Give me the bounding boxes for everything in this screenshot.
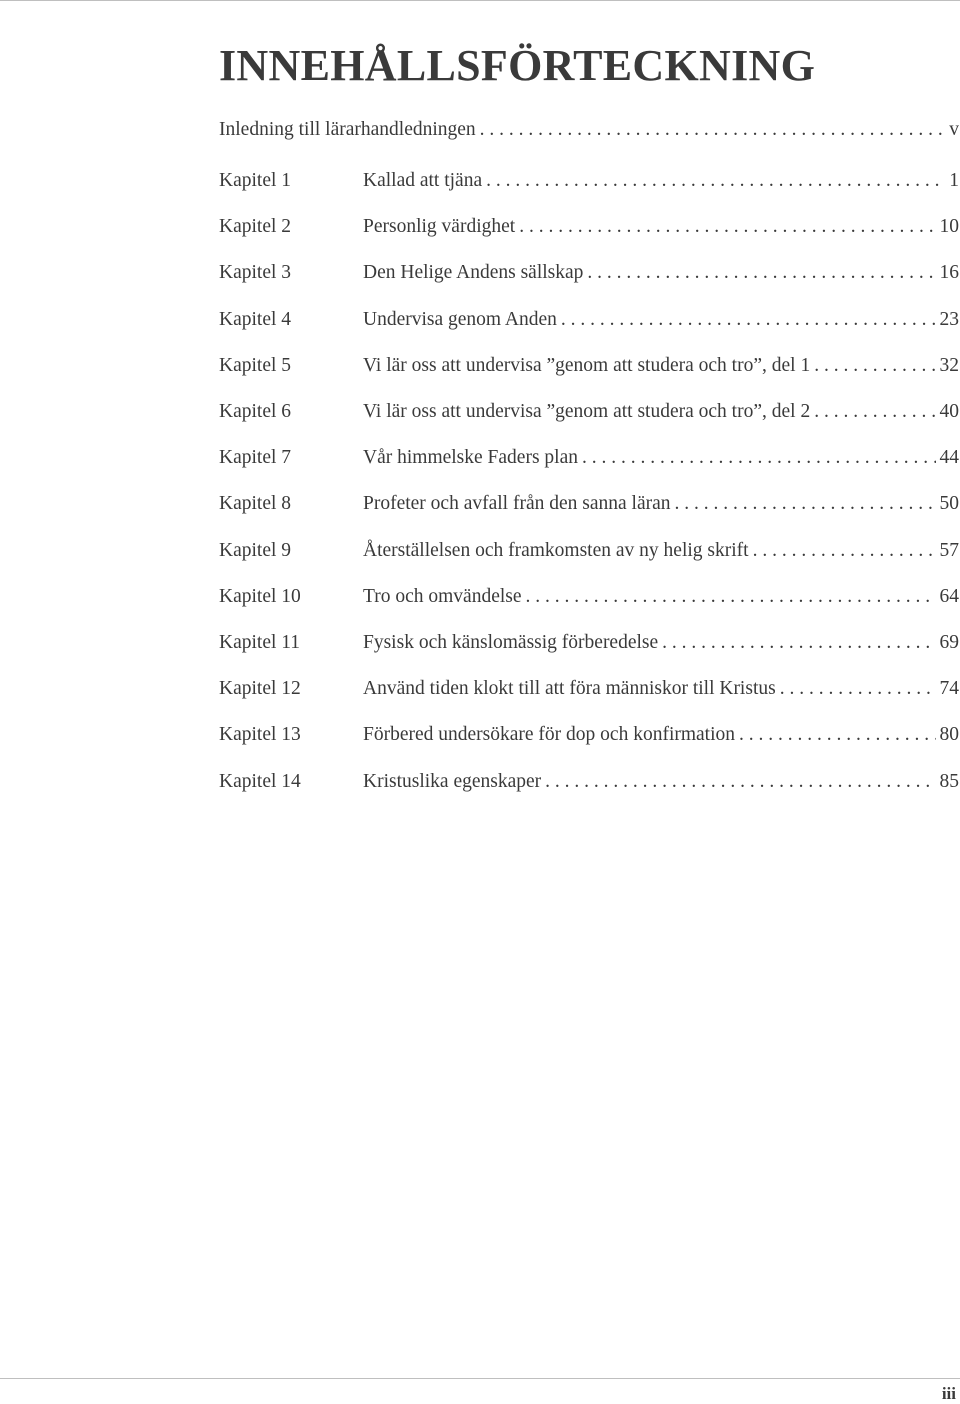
toc-entry (363, 771, 959, 793)
toc-page-number: 1 (949, 170, 959, 192)
dot-leader (814, 355, 935, 377)
dot-leader (739, 724, 935, 746)
toc-entry-chapter-7[interactable] (219, 435, 959, 481)
chapter-label: Kapitel 5 (219, 354, 292, 376)
toc-entry (363, 309, 959, 331)
chapter-label: Kapitel 7 (219, 447, 292, 469)
toc-page-number: 64 (939, 585, 959, 607)
dot-leader (480, 119, 946, 141)
toc-entry-intro[interactable] (219, 112, 959, 148)
dot-leader (582, 447, 936, 469)
table-of-contents (219, 112, 959, 805)
toc-page-number: 23 (939, 308, 959, 330)
toc-entry (363, 493, 959, 515)
dot-leader (780, 678, 936, 700)
toc-entry-title: Tro och omvändelse (363, 585, 522, 607)
toc-page-number: 32 (939, 354, 959, 376)
toc-entry (363, 632, 959, 654)
toc-entry-title: Förbered undersökare för dop och konfirmation (363, 724, 736, 746)
dot-leader (753, 540, 936, 562)
toc-entry-chapter-12[interactable] (219, 666, 959, 712)
toc-page-number: 57 (939, 539, 959, 561)
toc-entry-title: Vi lär oss att undervisa ”genom att studera och tro”, del 2 (363, 401, 811, 423)
dot-leader (814, 401, 935, 423)
toc-entry-chapter-11[interactable] (219, 620, 959, 666)
dot-leader (561, 309, 936, 331)
toc-page-number: 16 (939, 262, 959, 284)
toc-entry (363, 540, 959, 562)
chapter-label: Kapitel 2 (219, 216, 292, 238)
chapter-label: Kapitel 12 (219, 678, 301, 700)
toc-page-number: 10 (939, 216, 959, 238)
toc-entry (363, 355, 959, 377)
chapter-label: Kapitel 1 (219, 170, 292, 192)
toc-entry-title: Kristuslika egenskaper (363, 770, 542, 792)
toc-entry-chapter-8[interactable] (219, 481, 959, 527)
toc-entry-chapter-14[interactable] (219, 758, 959, 804)
chapter-label: Kapitel 14 (219, 770, 301, 792)
toc-entry-title: Kallad att tjäna (363, 170, 483, 192)
chapter-label: Kapitel 4 (219, 308, 292, 330)
dot-leader (662, 632, 935, 654)
chapter-label: Kapitel 11 (219, 631, 301, 653)
top-rule (0, 0, 960, 1)
toc-entry-chapter-3[interactable] (219, 250, 959, 296)
dot-leader (587, 262, 935, 284)
toc-entry (363, 216, 959, 238)
toc-entry-chapter-9[interactable] (219, 528, 959, 574)
toc-entry-chapter-4[interactable] (219, 297, 959, 343)
toc-page-number: 40 (939, 401, 959, 423)
toc-page-number: v (949, 119, 959, 140)
toc-page-number: 50 (939, 493, 959, 515)
toc-entry-chapter-10[interactable] (219, 574, 959, 620)
toc-entry (219, 119, 959, 141)
bottom-rule (0, 1378, 960, 1379)
toc-page-number: 85 (939, 770, 959, 792)
toc-entry (363, 724, 959, 746)
toc-entry (363, 262, 959, 284)
chapter-label: Kapitel 8 (219, 493, 292, 515)
toc-entry (363, 678, 959, 700)
toc-entry (363, 586, 959, 608)
toc-entry-title: Den Helige Andens sällskap (363, 262, 584, 284)
toc-entry-title: Personlig värdighet (363, 216, 516, 238)
toc-entry-chapter-13[interactable] (219, 712, 959, 758)
toc-entry-chapter-5[interactable] (219, 343, 959, 389)
chapter-label: Kapitel 6 (219, 401, 292, 423)
toc-entry (363, 447, 959, 469)
dot-leader (526, 586, 936, 608)
page-folio: iii (941, 1384, 956, 1403)
toc-entry-title: Vår himmelske Faders plan (363, 447, 578, 469)
toc-entry-title: Använd tiden klokt till att föra människor till Kristus (363, 678, 776, 700)
chapter-label: Kapitel 13 (219, 724, 301, 746)
page-title: INNEHÅLLSFÖRTECKNING (219, 41, 816, 90)
toc-page-number: 69 (939, 631, 959, 653)
chapter-label: Kapitel 10 (219, 585, 301, 607)
toc-entry-title: Undervisa genom Anden (363, 308, 557, 330)
dot-leader (675, 493, 936, 515)
toc-entry-title: Profeter och avfall från den sanna läran (363, 493, 671, 515)
toc-entry-chapter-2[interactable] (219, 204, 959, 250)
toc-entry (363, 401, 959, 423)
toc-entry-title: Återställelsen och framkomsten av ny helig skrift (363, 539, 749, 561)
toc-entry (363, 170, 959, 192)
toc-entry-chapter-6[interactable] (219, 389, 959, 435)
toc-entry-chapter-1[interactable] (219, 158, 959, 204)
dot-leader (519, 216, 935, 238)
toc-entry-title: Inledning till lärarhandledningen (219, 119, 476, 140)
dot-leader (545, 771, 935, 793)
dot-leader (486, 170, 945, 192)
toc-page-number: 74 (939, 678, 959, 700)
toc-page-number: 44 (939, 447, 959, 469)
toc-page-number: 80 (939, 724, 959, 746)
chapter-label: Kapitel 9 (219, 539, 292, 561)
chapter-label: Kapitel 3 (219, 262, 292, 284)
toc-entry-title: Vi lär oss att undervisa ”genom att studera och tro”, del 1 (363, 354, 811, 376)
toc-entry-title: Fysisk och känslomässig förberedelse (363, 631, 659, 653)
